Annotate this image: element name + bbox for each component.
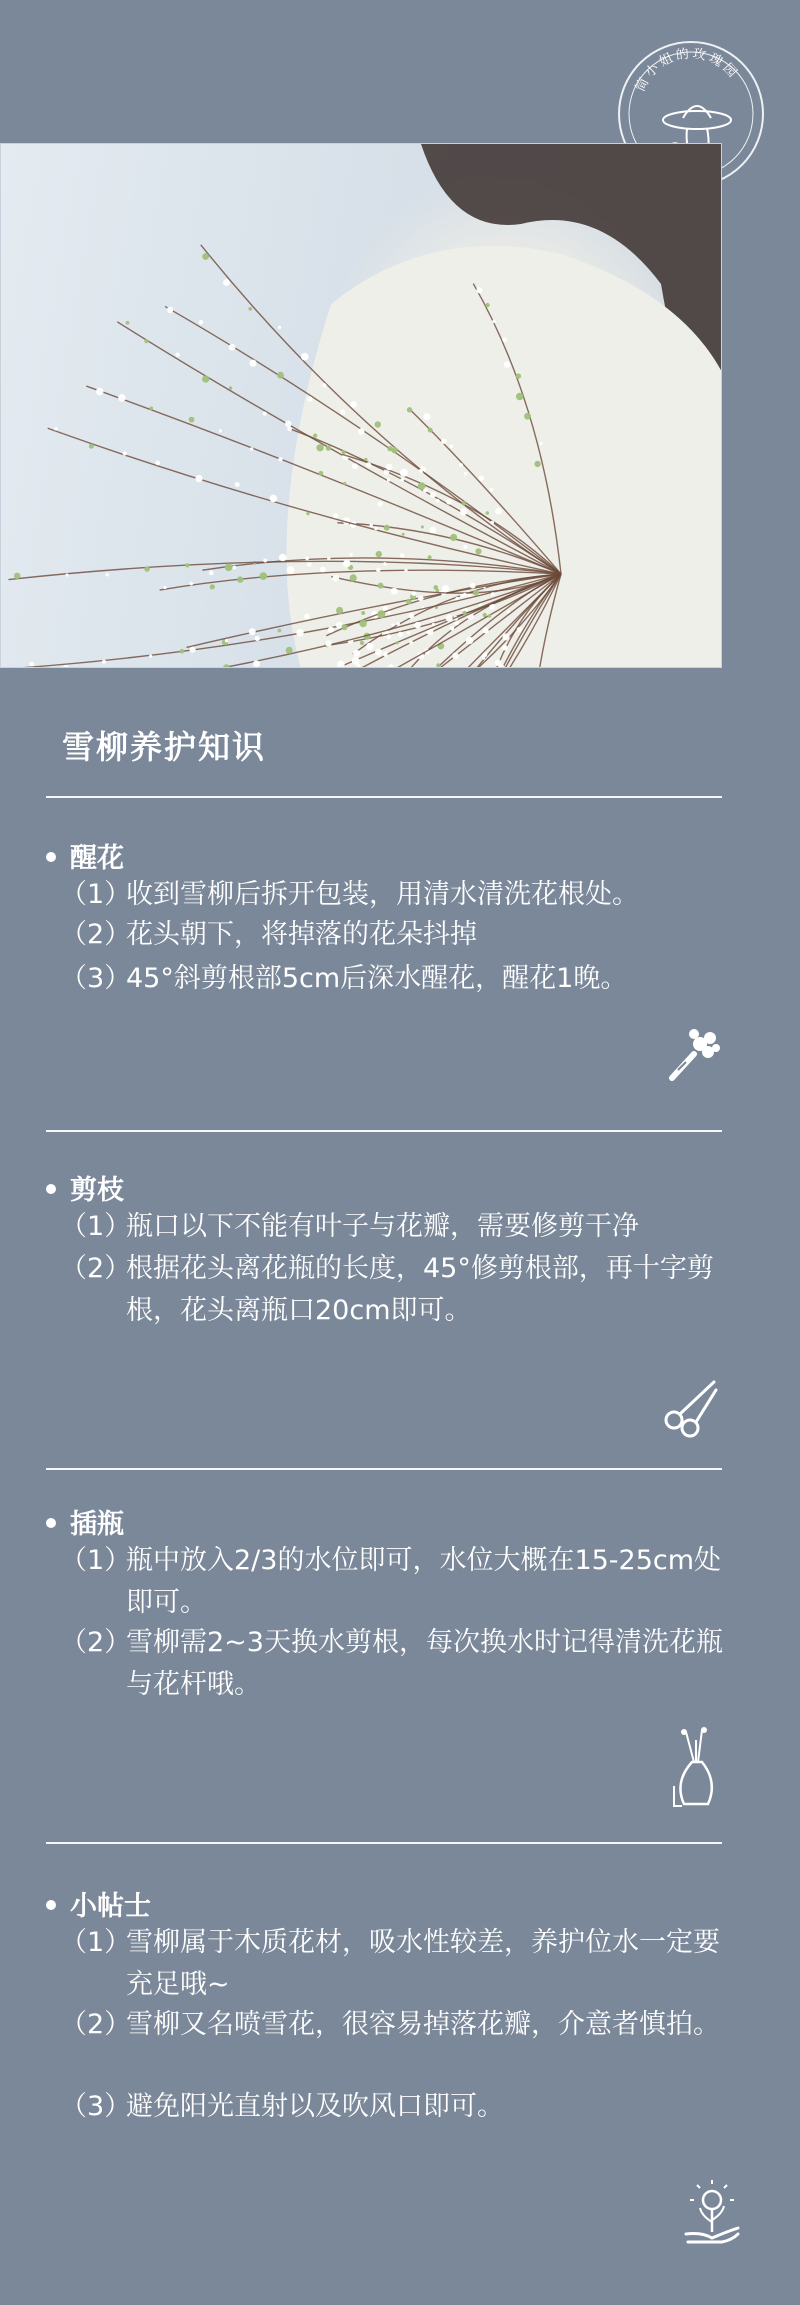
logo-text: 简小姐的玫瑰园 bbox=[633, 46, 742, 95]
list-item: （1） 瓶中放入2/3的水位即可，水位大概在15-25cm处即可。 bbox=[60, 1545, 722, 1618]
divider bbox=[46, 1842, 722, 1844]
scissors-icon bbox=[660, 1376, 722, 1438]
page-title: 雪柳养护知识 bbox=[62, 728, 267, 766]
section-heading-tips: 小帖士 bbox=[46, 1884, 151, 1923]
vase-icon bbox=[668, 1726, 724, 1810]
list-item: （1） 瓶口以下不能有叶子与花瓣，需要修剪干净 bbox=[60, 1211, 639, 1242]
divider bbox=[46, 1468, 722, 1470]
divider bbox=[46, 796, 722, 798]
section-heading-vase: 插瓶 bbox=[46, 1502, 124, 1541]
hero-photo bbox=[0, 143, 722, 668]
list-item: （2） 花头朝下，将掉落的花朵抖掉 bbox=[60, 919, 477, 950]
svg-text:简小姐的玫瑰园 bbox=[633, 46, 741, 94]
list-item: （2） 雪柳又名喷雪花，很容易掉落花瓣，介意者慎拍。 bbox=[60, 2009, 720, 2040]
section-heading-wake: 醒花 bbox=[46, 836, 124, 875]
hand-flower-icon bbox=[682, 2180, 742, 2250]
list-item: （1） 雪柳属于木质花材，吸水性较差，养护位水一定要充足哦~ bbox=[60, 1927, 720, 2000]
list-item: （3） 45°斜剪根部5cm后深水醒花，醒花1晚。 bbox=[60, 963, 628, 994]
section-heading-prune: 剪枝 bbox=[46, 1168, 124, 1207]
list-item: （3） 避免阳光直射以及吹风口即可。 bbox=[60, 2091, 504, 2122]
bouquet-icon bbox=[664, 1024, 724, 1084]
list-item: （2） 雪柳需2~3天换水剪根，每次换水时记得清洗花瓶与花杆哦。 bbox=[60, 1627, 723, 1700]
divider bbox=[46, 1130, 722, 1132]
list-item: （2） 根据花头离花瓶的长度，45°修剪根部，再十字剪根，花头离瓶口20cm即可。 bbox=[60, 1253, 714, 1326]
list-item: （1） 收到雪柳后拆开包装，用清水清洗花根处。 bbox=[60, 879, 639, 910]
